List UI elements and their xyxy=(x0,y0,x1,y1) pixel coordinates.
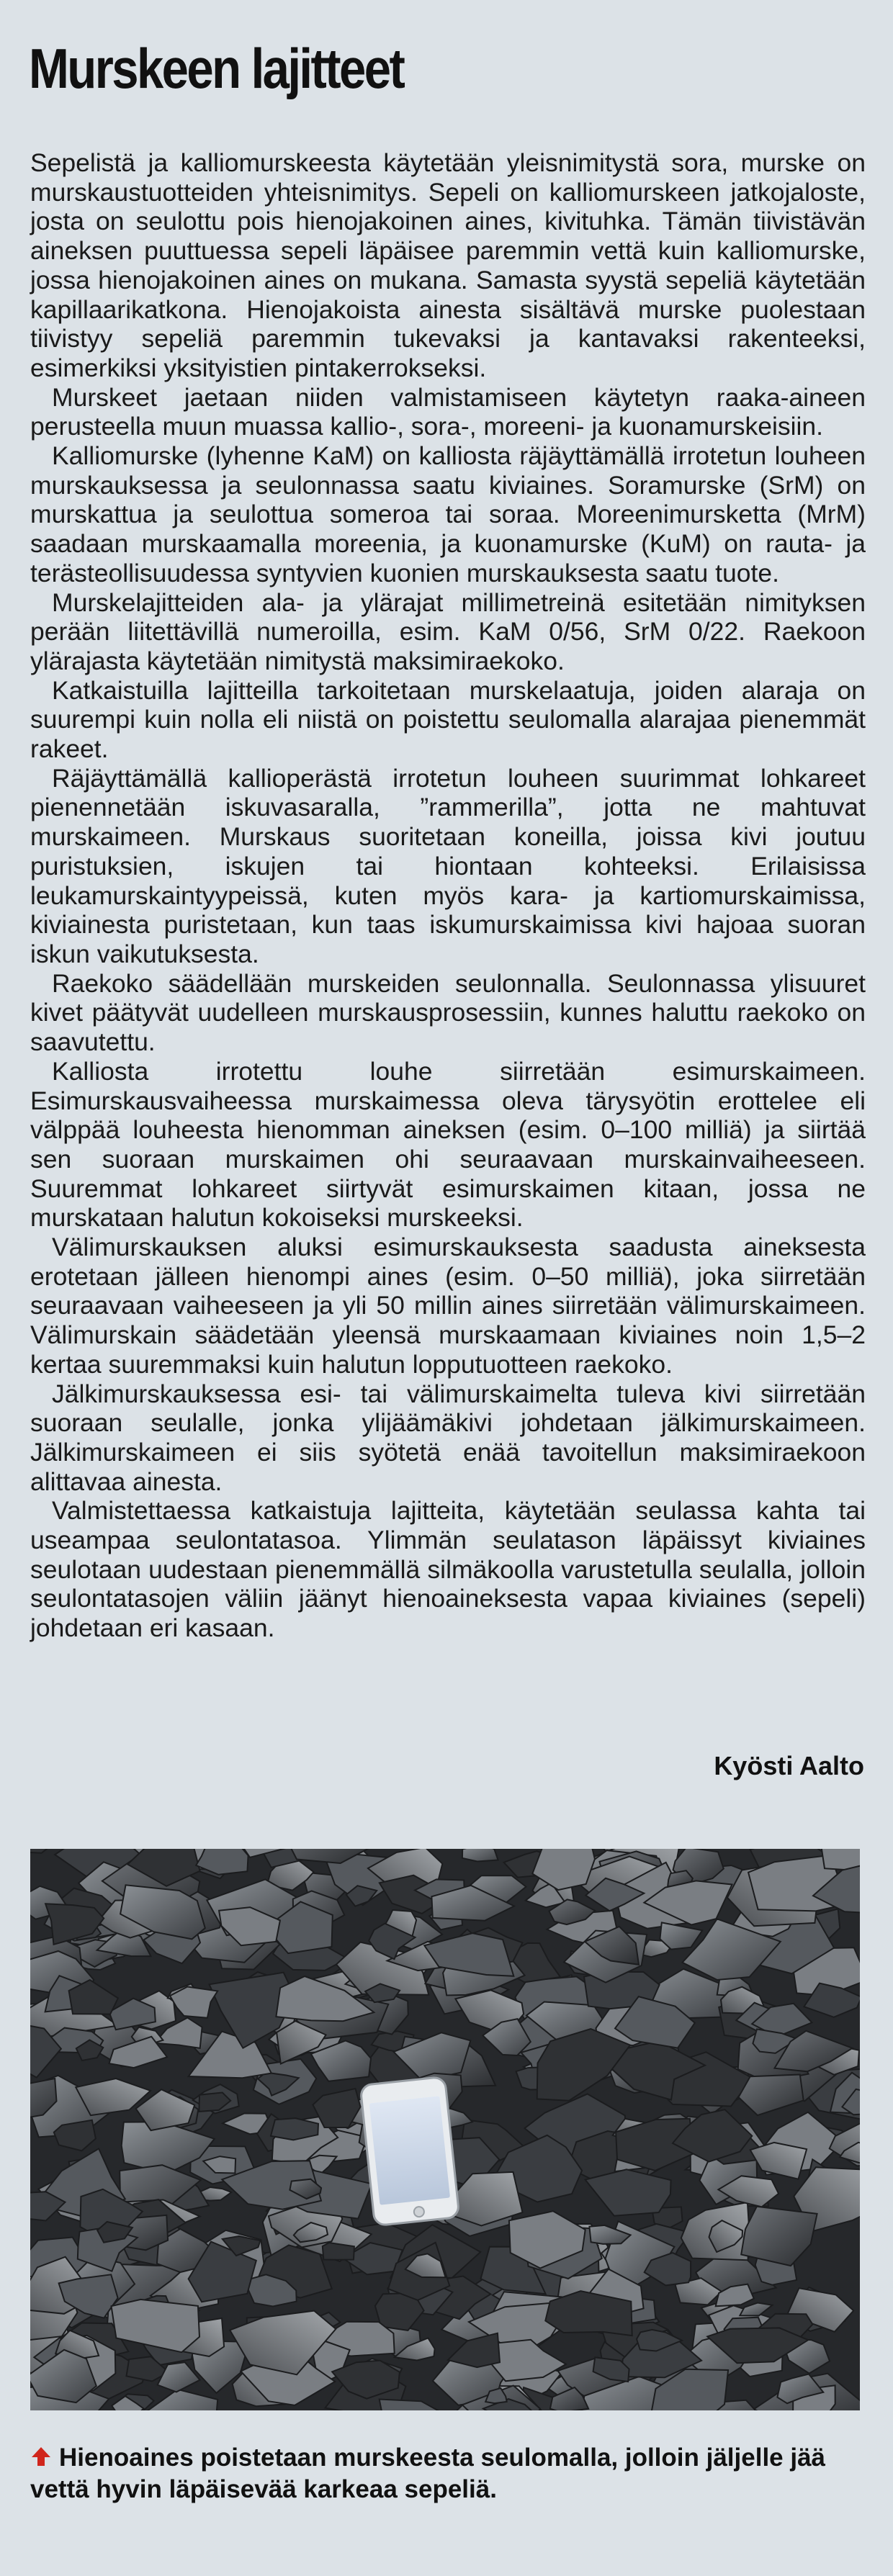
article-body xyxy=(30,148,866,1643)
paragraph-4: Murskelajitteiden ala- ja ylärajat millimetreinä esitetään nimityksen perään liitettävillä numeroilla, esim. KaM 0/56, SrM 0/22. Raekoon ylärajasta käytetään nimitystä maksimiraekoko. xyxy=(30,587,866,675)
paragraph-9: Välimurskauksen aluksi esimurskauksesta saadusta aineksesta erotetaan jälleen hienompi aines (esim. 0–50 milliä), joka siirretään seuraavaan vaiheeseen ja yli 50 millin aines siirretään välimurskaimeen. Välimurskain säädetään yleensä murskaamaan kiviaines noin 1,5–2 kertaa suuremmaksi kuin halutun lopputuotteen raekoko. xyxy=(30,1233,866,1379)
paragraph-2: Murskeet jaetaan niiden valmistamiseen käytetyn raaka-aineen perusteella muun muassa kallio-, sora-, moreeni- ja kuonamurskeisiin. xyxy=(30,382,866,441)
paragraph-6: Räjäyttämällä kallioperästä irrotetun louheen suurimmat lohkareet pienennetään iskuvasaralla, ”rammerilla”, jotta ne mahtuvat murskaimeen. Murskaus suoritetaan koneilla, joissa kivi joutuu puristuksien, iskujen tai hiontaan kohteeksi. Erilaisissa leukamurskaintyypeissä, kuten myös kara- ja kartiomurskaimissa, kiviainesta puristetaan, kun taas iskumurskaimissa kivi hajoaa suoran iskun vaikutuksesta. xyxy=(30,763,866,968)
stone xyxy=(462,1849,498,1862)
paragraph-11: Valmistettaessa katkaistuja lajitteita, käytetään seulassa kahta tai useampaa seulontatasoa. Ylimmän seulatason läpäissyt kiviaines seulotaan uudestaan pienemmällä silmäkoolla varustetulla seulalla, jolloin seulontatasojen väliin jäänyt hienoaineksesta vapaa kiviaines (sepeli) johdetaan eri kasaan. xyxy=(30,1496,866,1643)
paragraph-7: Raekoko säädellään murskeiden seulonnalla. Seulonnassa ylisuuret kivet päätyvät uudelleen murskausprosessiin, kunnes haluttu raekoko on saavutettu. xyxy=(30,968,866,1057)
paragraph-5: Katkaistuilla lajitteilla tarkoitetaan murskelaatuja, joiden alaraja on suurempi kuin nolla eli niistä on poistettu seulomalla alarajaa pienemmät rakeet. xyxy=(30,675,866,764)
article-title: Murskeen lajitteet xyxy=(29,37,404,100)
phone-for-scale xyxy=(360,2076,459,2225)
gravel-photo xyxy=(30,1849,860,2410)
gravel-illustration xyxy=(30,1849,860,2410)
paragraph-3: Kalliomurske (lyhenne KaM) on kalliosta räjäyttämällä irrotetun louheen murskauksessa ja seulonnassa saatu kiviaines. Soramurske (SrM) on murskattua ja seulottua someroa tai soraa. Moreenimursketta (MrM) saadaan murskaamalla moreenia, ja kuonamurske (KuM) on rauta- ja terästeollisuudessa syntyvien kuonien murskauksesta saatu tuote. xyxy=(30,441,866,587)
arrow-up-icon xyxy=(30,2446,52,2467)
stone xyxy=(271,2118,318,2140)
paragraph-8: Kalliosta irrotettu louhe siirretään esimurskaimeen. Esimurskausvaiheessa murskaimessa oleva tärysyötin erottelee eli välppää louheesta hienomman aineksen (esim. 0–100 milliä) ja siirtää sen suoraan murskaimen ohi seuraavaan murskainvaiheeseen. Suuremmat lohkareet siirtyvät esimurskaimen kitaan, jossa ne murskataan halutun kokoiseksi murskeeksi. xyxy=(30,1056,866,1233)
stone xyxy=(323,2243,354,2260)
paragraph-1: Sepelistä ja kalliomurskeesta käytetään yleisnimitystä sora, murske on murskaustuotteiden yhteisnimitys. Sepeli on kalliomurskeen jatkojaloste, josta on seulottu pois hienojakoinen aines, kivituhka. Tämän tiivistävän aineksen puuttuessa sepeli läpäisee paremmin vettä kuin kalliomurske, jossa hienojakoinen aines on mukana. Samasta syystä sepeliä käytetään kapillaarikatkona. Hienojakoista ainesta sisältävä murske puolestaan tiivistyy sepeliä paremmin tukevaksi ja kantavaksi rakenteeksi, esimerkiksi yksityistien pintakerrokseksi. xyxy=(30,148,866,382)
photo-caption xyxy=(30,2442,866,2505)
caption-text: Hienoaines poistetaan murskeesta seulomalla, jolloin jäljelle jää vettä hyvin läpäisevää karkeaa sepeliä. xyxy=(30,2444,826,2503)
paragraph-10: Jälkimurskauksessa esi- tai välimurskaimelta tuleva kivi siirretään suoraan seulalle, jonka ylijäämäkivi johdetaan jälkimurskaimeen. Jälkimurskaimeen ei siis syötetä enää tavoitellun maksimiraekoon alittavaa ainesta. xyxy=(30,1379,866,1496)
author-name: Kyösti Aalto xyxy=(714,1751,864,1780)
